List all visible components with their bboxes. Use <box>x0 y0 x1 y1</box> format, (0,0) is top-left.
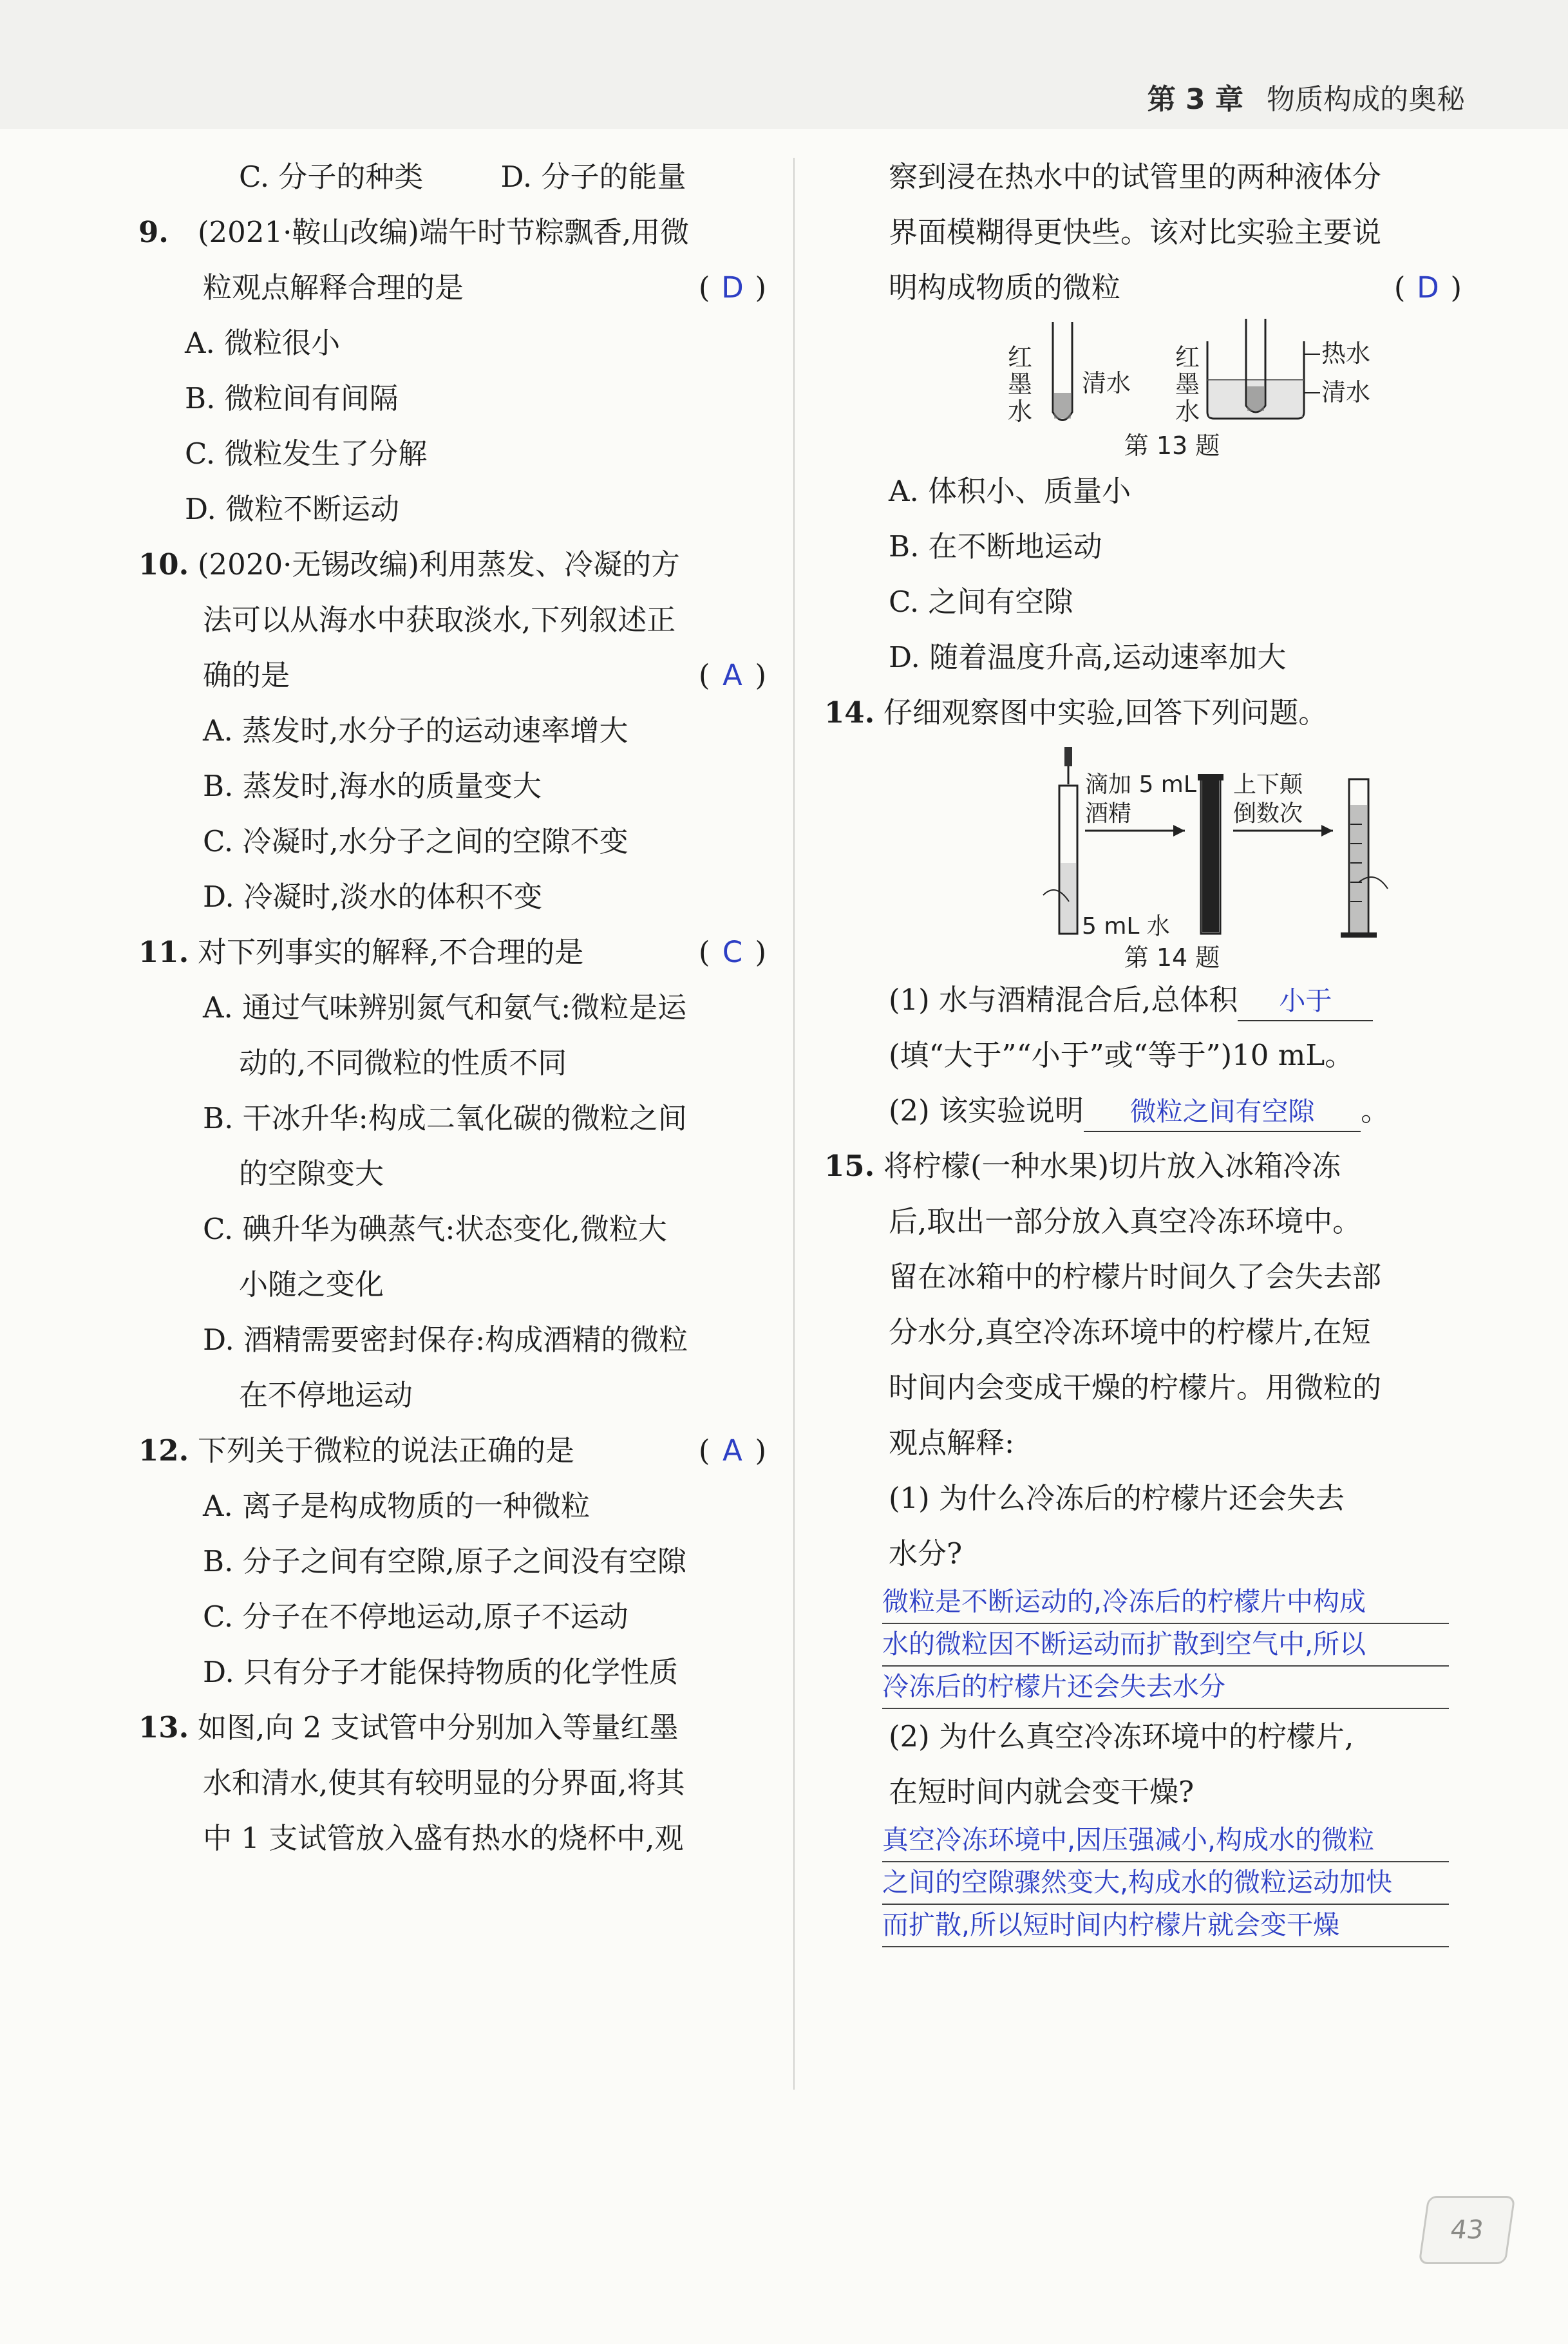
q8-option-d: D. 分子的能量 <box>500 160 686 194</box>
question-13-continued <box>824 149 1468 685</box>
q15-sub1-line-1: (1) 为什么冷冻后的柠檬片还会失去 <box>889 1481 1345 1515</box>
q10-line-2: 法可以从海水中获取淡水,下列叙述正 <box>203 603 676 637</box>
q13-line-6: 明构成物质的微粒 <box>889 270 1121 305</box>
q15-sub1-answer-2: 水的微粒因不断运动而扩散到空气中,所以 <box>882 1624 1449 1667</box>
q15-line-1: 将柠檬(一种水果)切片放入冰箱冷冻 <box>883 1149 1341 1183</box>
q14-text: 仔细观察图中实验,回答下列问题。 <box>883 695 1328 730</box>
q13-number: 13. <box>138 1710 189 1744</box>
q12-number: 12. <box>138 1433 189 1468</box>
q10-option-c: C. 冷凝时,水分子之间的空隙不变 <box>203 824 628 858</box>
q10-line-3: 确的是 <box>203 658 290 692</box>
q10-option-a: A. 蒸发时,水分子的运动速率增大 <box>203 714 628 748</box>
q12-text: 下列关于微粒的说法正确的是 <box>198 1433 575 1468</box>
q11-option-d-2: 在不停地运动 <box>239 1378 413 1412</box>
chapter-title: 物质构成的奥秘 <box>1267 83 1465 116</box>
q9-line-2: 粒观点解释合理的是 <box>203 270 464 305</box>
q15-sub2-line-2: 在短时间内就会变干燥? <box>889 1775 1195 1809</box>
q11-option-b-2: 的空隙变大 <box>239 1157 384 1191</box>
graduated-cylinder-2 <box>1198 774 1223 934</box>
fig13-red-ink-2a: 红 <box>1175 343 1200 372</box>
q8-option-c: C. 分子的种类 <box>239 160 424 194</box>
q11-number: 11. <box>138 935 189 969</box>
q9-option-d: D. 微粒不断运动 <box>185 492 400 526</box>
q11-answer-letter: C <box>722 935 743 969</box>
q11-option-c-2: 小随之变化 <box>239 1267 384 1301</box>
q9-option-c: C. 微粒发生了分解 <box>185 437 428 471</box>
q10-option-d: D. 冷凝时,淡水的体积不变 <box>203 880 543 914</box>
q12-answer: ( A ) <box>699 1423 773 1479</box>
q12-option-c: C. 分子在不停地运动,原子不运动 <box>203 1600 628 1634</box>
fig13-red-ink-1a: 红 <box>1008 343 1033 372</box>
q14-sub2-end: 。 <box>1361 1093 1390 1128</box>
q15-line-3: 留在冰箱中的柠檬片时间久了会失去部 <box>889 1260 1382 1294</box>
q15-sub1-answer-3: 冷冻后的柠檬片还会失去水分 <box>882 1667 1449 1709</box>
fig14-shake-label-2: 倒数次 <box>1233 800 1303 827</box>
q15-line-6: 观点解释: <box>889 1426 1015 1460</box>
q13-line-1: 如图,向 2 支试管中分别加入等量红墨 <box>198 1710 679 1744</box>
q13-line-4: 察到浸在热水中的试管里的两种液体分 <box>889 160 1382 194</box>
q11-option-d-1: D. 酒精需要密封保存:构成酒精的微粒 <box>203 1323 688 1357</box>
q10-number: 10. <box>138 547 189 581</box>
q9-number: 9. <box>138 215 169 249</box>
q13-answer-letter: D <box>1417 270 1439 305</box>
fig14-add-label-1: 滴加 5 mL <box>1085 771 1196 798</box>
graduated-cylinder-1 <box>1043 786 1077 934</box>
q13-line-3: 中 1 支试管放入盛有热水的烧杯中,观 <box>203 1821 684 1855</box>
q9-answer-letter: D <box>721 270 744 305</box>
fig13-red-ink-1c: 水 <box>1008 397 1033 426</box>
q11-text: 对下列事实的解释,不合理的是 <box>198 935 584 969</box>
q10-answer-letter: A <box>723 658 742 692</box>
figure-14 <box>882 741 1468 972</box>
fig13-red-ink-1b: 墨 <box>1008 370 1033 399</box>
page-number: 43 <box>1419 2196 1516 2264</box>
fig13-caption: 第 13 题 <box>1124 431 1220 460</box>
graduated-cylinder-3 <box>1341 779 1388 938</box>
q13-line-2: 水和清水,使其有较明显的分界面,将其 <box>203 1766 685 1800</box>
q13-option-a: A. 体积小、质量小 <box>889 474 1131 508</box>
test-tube-1 <box>1053 322 1072 421</box>
q15-sub2-answer-1: 真空冷冻环境中,因压强减小,构成水的微粒 <box>882 1820 1449 1862</box>
q11-option-c-1: C. 碘升华为碘蒸气:状态变化,微粒大 <box>203 1212 667 1246</box>
q9-answer: ( D ) <box>699 260 773 316</box>
q15-number: 15. <box>824 1149 875 1183</box>
fig13-clear-water-2: 清水 <box>1321 378 1371 406</box>
q13-option-b: B. 在不断地运动 <box>889 529 1102 563</box>
question-13 <box>138 1700 773 1866</box>
fig14-add-label-2: 酒精 <box>1085 800 1132 827</box>
q15-sub2-line-1: (2) 为什么真空冷冻环境中的柠檬片, <box>889 1719 1354 1753</box>
q12-option-d: D. 只有分子才能保持物质的化学性质 <box>203 1655 679 1689</box>
question-14 <box>824 685 1468 1139</box>
dropper <box>1064 747 1072 784</box>
question-9 <box>138 205 773 537</box>
chapter-header <box>1148 76 1465 117</box>
q13-line-5: 界面模糊得更快些。该对比实验主要说 <box>889 215 1382 249</box>
question-12 <box>138 1423 773 1700</box>
column-divider <box>793 158 795 2090</box>
q12-option-a: A. 离子是构成物质的一种微粒 <box>203 1489 590 1523</box>
fig14-shake-label-1: 上下颠 <box>1233 771 1303 798</box>
q15-line-5: 时间内会变成干燥的柠檬片。用微粒的 <box>889 1370 1382 1404</box>
q15-sub2-answer-3: 而扩散,所以短时间内柠檬片就会变干燥 <box>882 1905 1449 1947</box>
q14-sub1-prompt: (1) 水与酒精混合后,总体积 <box>889 983 1238 1017</box>
beaker <box>1207 319 1320 419</box>
q13-option-d: D. 随着温度升高,运动速率加大 <box>889 640 1287 674</box>
q11-answer: ( C ) <box>699 925 773 980</box>
q15-line-4: 分水分,真空冷冻环境中的柠檬片,在短 <box>889 1315 1371 1349</box>
q14-sub1-hint: (填“大于”“小于”或“等于”)10 mL。 <box>889 1038 1354 1072</box>
fig13-clear-water: 清水 <box>1082 369 1131 397</box>
q13-answer: ( D ) <box>1394 260 1468 316</box>
q12-answer-letter: A <box>723 1433 742 1468</box>
q8-options-row <box>138 149 773 205</box>
q9-option-a: A. 微粒很小 <box>185 326 341 360</box>
question-11 <box>138 925 773 1423</box>
question-15 <box>824 1139 1468 1947</box>
figure-13 <box>882 316 1468 464</box>
q12-option-b: B. 分子之间有空隙,原子之间没有空隙 <box>203 1544 686 1578</box>
fig14-water-label: 5 mL 水 <box>1082 913 1170 940</box>
q11-option-b-1: B. 干冰升华:构成二氧化碳的微粒之间 <box>203 1101 687 1135</box>
q11-option-a-1: A. 通过气味辨别氮气和氨气:微粒是运 <box>203 990 687 1025</box>
q10-option-b: B. 蒸发时,海水的质量变大 <box>203 769 542 803</box>
left-column <box>138 149 773 1866</box>
q10-answer: ( A ) <box>699 648 773 703</box>
q15-sub2-answer-2: 之间的空隙骤然变大,构成水的微粒运动加快 <box>882 1862 1449 1905</box>
q14-sub2-prompt: (2) 该实验说明 <box>889 1093 1084 1128</box>
fig14-caption: 第 14 题 <box>1124 943 1220 972</box>
q15-sub1-answer-1: 微粒是不断运动的,冷冻后的柠檬片中构成 <box>882 1582 1449 1624</box>
fig13-red-ink-2c: 水 <box>1175 397 1200 426</box>
chapter-number: 第 3 章 <box>1147 83 1243 116</box>
figure-13-diagram <box>882 316 1462 464</box>
q14-sub2-answer: 微粒之间有空隙 <box>1084 1092 1361 1132</box>
q10-line-1: (2020·无锡改编)利用蒸发、冷凝的方 <box>198 547 680 581</box>
fig13-red-ink-2b: 墨 <box>1175 370 1200 399</box>
q15-line-2: 后,取出一部分放入真空冷冻环境中。 <box>889 1204 1362 1238</box>
q9-option-b: B. 微粒间有间隔 <box>185 381 399 415</box>
fig13-hot-water: 热水 <box>1321 339 1371 368</box>
q11-option-a-2: 动的,不同微粒的性质不同 <box>239 1046 567 1080</box>
q13-option-c: C. 之间有空隙 <box>889 585 1073 619</box>
question-10 <box>138 537 773 925</box>
right-column <box>824 149 1468 1947</box>
figure-14-diagram <box>882 741 1462 972</box>
q14-number: 14. <box>824 695 875 730</box>
q14-sub1-answer: 小于 <box>1238 981 1373 1021</box>
q9-line-1: (2021·鞍山改编)端午时节粽飘香,用微 <box>198 215 690 249</box>
q15-sub1-line-2: 水分? <box>889 1536 963 1571</box>
